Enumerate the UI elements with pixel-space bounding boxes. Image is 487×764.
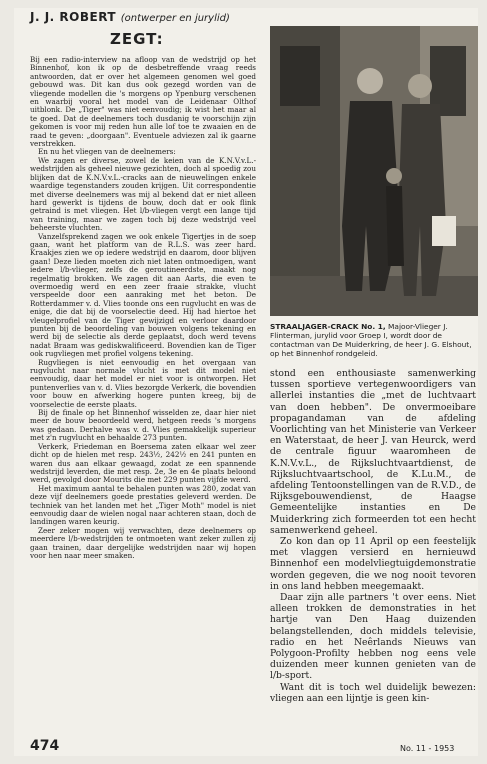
left-paragraph: Rugvliegen is niet eenvoudig en het overgaan van rugvlucht naar normale vlucht is met dit model niet eenvoudig, daar het model er niet voor is ontworpen. Het puntenverlies van v. d. Vlies bezorgde Verkerk, die bovendien voor bouw en afwerking hogere punten kreeg, bij de voorselectie de eerste plaats. [30, 357, 256, 409]
left-paragraph: En nu het vliegen van de deelnemers: [38, 147, 176, 157]
article-photo [270, 26, 478, 316]
photo-caption [270, 322, 476, 358]
left-paragraph: Het maximum aantal te behalen punten was 280, zodat van deze vijf deelnemers goede prestaties geleverd werden. De techniek van het landen met het „Tiger Moth" model is niet eenvoudig daar de wielen nogal naar achteren staan, doch de landingen waren keurig. [30, 483, 256, 527]
author-name: J. J. ROBERT [30, 10, 117, 24]
article-title: ZEGT: [110, 30, 164, 48]
left-paragraph: Vanzelfsprekend zagen we ook enkele Tigertjes in de soep gaan, want het platform van de R.L.S. was zeer hard. Kraakjes zien we op iedere wedstrijd en daarom, door blijven gaan! Deze lieden moeten zich niet laten ontmoedigen, want iedere l/b-vlieger, zelfs de geroutineerdste, maakt nog regelmatig brokken. We zagen dit aan Aarts, die even te overmoedig werd en een zeer fraaie strakke, vlucht verspeelde door een aanraking met het beton. De Rotterdammer v. d. Vlies toonde ons een rugvlucht en was de enige, die dat bij de voorselectie deed. Hij had hiertoe het vleugelprofiel van de Tiger gewijzigd en verloor daardoor punten bij de beoordeling van bouwen volgens tekening en werd bij de selectie als derde geplaatst, doch werd tevens nadat Braam was gediskwalificeerd. Bovendien kan de Tiger ook rugvliegen met profiel volgens tekening. [30, 231, 256, 359]
left-paragraph: Bij een radio-interview na afloop van de wedstrijd op het Binnenhof, kon ik op de desbetreffende vraag reeds antwoorden, dat er over het algemeen genomen wel goed gebouwd was. Dit kan dus ook gezegd worden van de vliegende modellen die 's morgens op Ypenburg verschenen en waarbij vooral het model van de Leidenaar Olthof uitblonk. De „Tiger" was niet eenvoudig; ik wist het maar al te goed. Dat de deelnemers toch dusdanig te voorschijn zijn gekomen is voor mij reden hun alle lof toe te zwaaien en de raad te geven: „doorgaan". Eventuele adviezen zal ik gaarne verstrekken. [30, 55, 256, 149]
left-paragraph: Verkerk, Friedeman en Boersema zaten elkaar wel zeer dicht op de hielen met resp. 243½, 242½ en 241 punten en waren dus aan elkaar gewaagd, zodat ze een spannende wedstrijd leverden, die met resp. 2e, 3e en 4e plaats beloond werd, gevolgd door Mourits die met 229 punten vijfde werd. [30, 441, 256, 485]
right-column [270, 368, 476, 704]
right-paragraph: stond een enthousiaste samenwerking tussen sportieve vertegenwoordigers van allerlei instanties die „met de luchtvaart van doen hebben". De onvermoeibare propagandaman van de afdeling Voorlichting van het Ministerie van Verkeer en Waterstaat, de heer J. van Heurck, werd de centrale figuur waaromheen de K.N.V.v.L., de Rijksluchtvaartdienst, de Rijksluchtvaartschool, de K.Lu.M., de afdeling Tentoonstellingen van de R.V.D., de Rijksgebouwendienst, de Haagse Gemeentelijke instanties en De Muiderkring zich formeerden tot een hecht samenwerkend geheel. [270, 368, 476, 536]
left-paragraph: Zeer zeker mogen wij verwachten, deze deelnemers op meerdere l/b-wedstrijden te ontmoeten want zeker zullen zij gaan trainen, daar dergelijke wedstrijden naar wij hopen voor hen naar meer smaken. [30, 525, 256, 560]
right-paragraph: Zo kon dan op 11 April op een feestelijk met vlaggen versierd en hernieuwd Binnenhof een modelvliegtuigdemonstratie worden gegeven, die we nog nooit tevoren in ons land hebben meegemaakt. [270, 536, 476, 592]
left-paragraph: We zagen er diverse, zowel de keien van de K.N.V.v.L.-wedstrijden als geheel nieuwe gezichten, doch al spoedig zou blijken dat de K.N.V.v.L.-cracks aan de nieuwelingen enkele waardige tegenstanders zouden krijgen. Uit correspondentie met diverse deelnemers was mij al bekend dat er niet alleen hard gewerkt is tijdens de bouw, doch dat er ook flink getraind is met vliegen. Het l/b-vliegen vergt een lange tijd van training, maar we zagen toch bij deze wedstrijd veel beheerste vluchten. [30, 155, 256, 233]
caption-lead: STRAALJAGER-CRACK No. 1, [270, 322, 386, 331]
issue-label: No. 11 - 1953 [400, 744, 455, 753]
author-role: (ontwerper en jurylid) [120, 13, 230, 24]
page-number: 474 [30, 738, 60, 754]
photo-illustration [270, 26, 478, 316]
right-paragraph: Want dit is toch wel duidelijk bewezen: vliegen aan een lijntje is geen kin- [270, 681, 476, 704]
right-paragraph: Daar zijn alle partners 't over eens. Niet alleen trokken de demonstraties in het hartje van Den Haag duizenden belangstellenden, doch middels televisie, radio en het Neêrlands Nieuws van Polygoon-Profilty hebben nog eens vele duizenden meer kunnen genieten van de l/b-sport. [270, 592, 476, 682]
left-column [30, 56, 256, 560]
caption-text: Majoor-Vlieger J. Flinterman, jurylid voor Groep I, wordt door de contactman van De Muiderkring, de heer J. G. Elshout, op het Binnenhof rondgeleid. [270, 322, 472, 358]
left-paragraph: Bij de finale op het Binnenhof wisselden ze, daar hier niet meer de bouw beoordeeld werd, hetgeen reeds 's morgens was gedaan. Derhalve was v. d. Vlies gemakkelijk superieur met z'n rugvlucht en behaalde 273 punten. [30, 408, 256, 443]
byline [30, 10, 230, 24]
